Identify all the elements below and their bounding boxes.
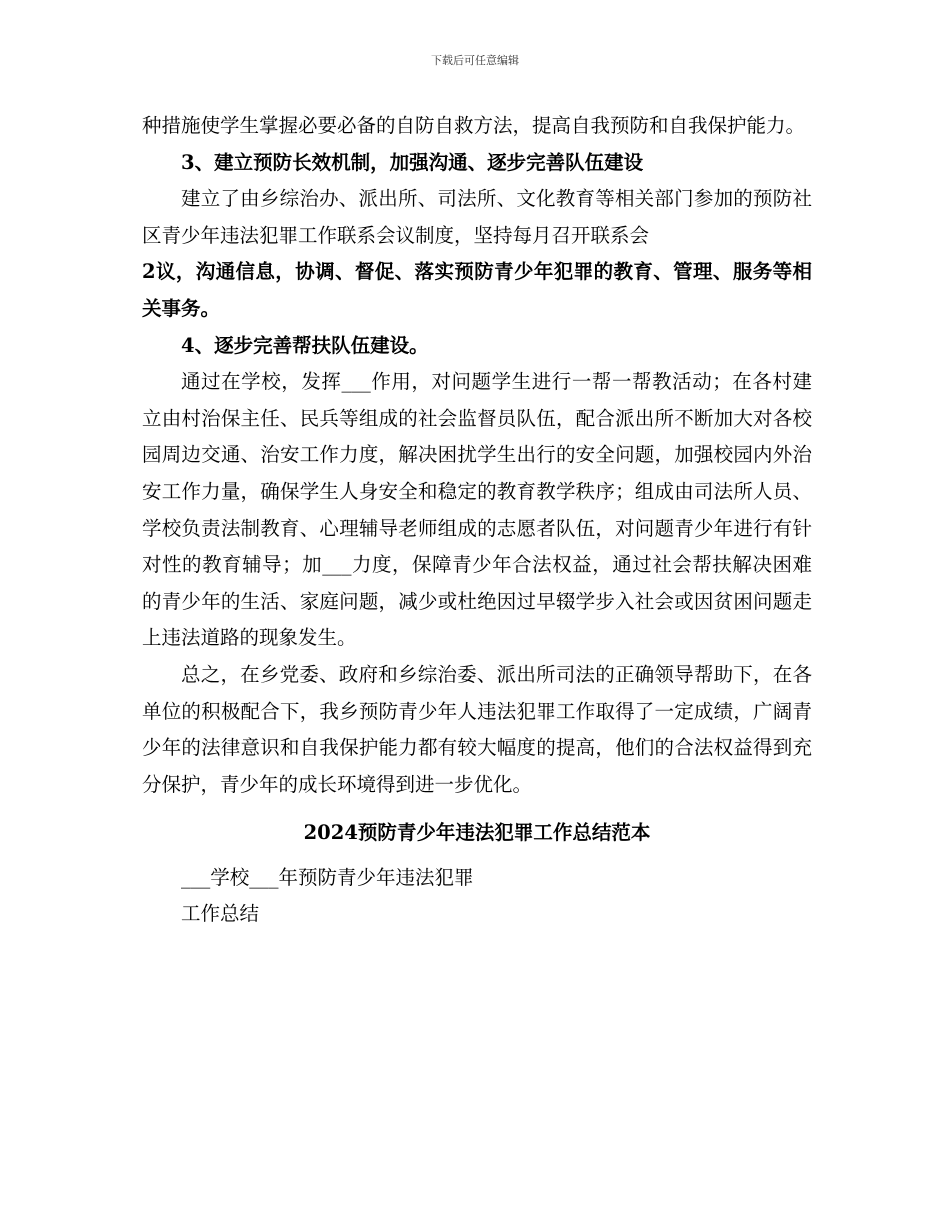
document-body [142, 108, 812, 933]
section-heading-3: 3、建立预防长效机制，加强沟通、逐步完善队伍建设 [181, 150, 644, 174]
paragraph-continuation: 种措施使学生掌握必要必备的自防自救方法，提高自我预防和自我保护能力。 [142, 114, 806, 137]
document-title: 2024预防青少年违法犯罪工作总结范本 [303, 821, 651, 845]
paragraph-coordination: 2议，沟通信息，协调、督促、落实预防青少年犯罪的教育、管理、服务等相关事务。 [142, 260, 812, 320]
paragraph-contact-meeting: 建立了由乡综治办、派出所、司法所、文化教育等相关部门参加的预防社区青少年违法犯罪工作联系会议制度，坚持每月召开联系会 [142, 187, 812, 247]
paragraph-conclusion: 总之，在乡党委、政府和乡综治委、派出所司法的正确领导帮助下，在各单位的积极配合下，我乡预防青少年人违法犯罪工作取得了一定成绩，广阔青少年的法律意识和自我保护能力都有较大幅度的提高，他们的合法权益得到充分保护，青少年的成长环境得到进一步优化。 [142, 662, 812, 796]
paragraph-work-summary: 工作总结 [181, 902, 260, 926]
header-note: 下载后可任意编辑 [431, 54, 519, 67]
paragraph-school-line: ___学校___年预防青少年违法犯罪 [181, 865, 474, 889]
section-heading-4: 4、逐步完善帮扶队伍建设。 [181, 333, 429, 357]
paragraph-support-team: 通过在学校，发挥___作用，对问题学生进行一帮一帮教活动；在各村建立由村治保主任、民兵等组成的社会监督员队伍，配合派出所不断加大对各校园周边交通、治安工作力度，解决困扰学生出行的安全问题，加强校园内外治安工作力量，确保学生人身安全和稳定的教育教学秩序；组成由司法所人员、学校负责法制教育、心理辅导老师组成的志愿者队伍，对问题青少年进行有针对性的教育辅导；加___力度，保障青少年合法权益，通过社会帮扶解决困难的青少年的生活、家庭问题，减少或杜绝因过早辍学步入社会或因贫困问题走上违法道路的现象发生。 [142, 370, 812, 650]
